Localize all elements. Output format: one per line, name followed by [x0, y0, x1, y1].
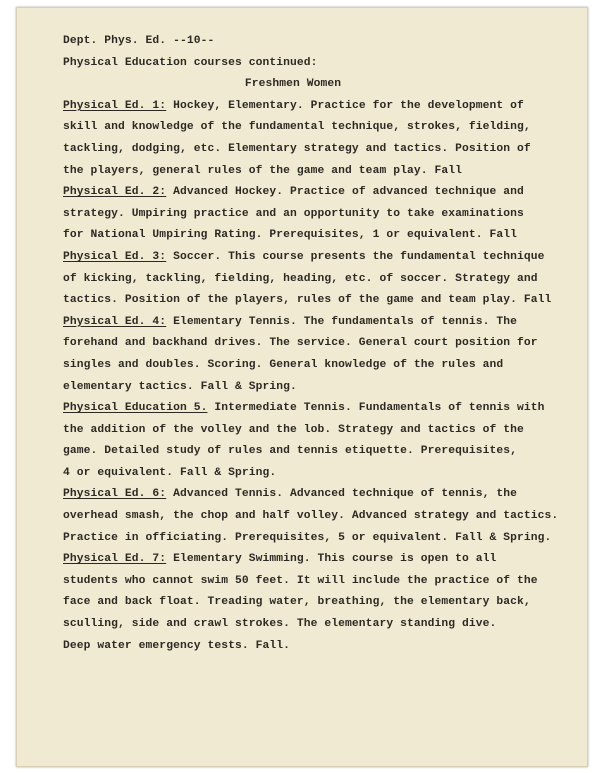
- course-text: students who cannot swim 50 feet. It will include the practice of the: [63, 574, 538, 587]
- course-3-line-1: [63, 247, 583, 269]
- course-text: 4 or equivalent. Fall & Spring.: [63, 466, 277, 479]
- course-text: singles and doubles. Scoring. General knowledge of the rules and: [63, 358, 504, 371]
- course-text: forehand and backhand drives. The service. General court position for: [63, 337, 538, 350]
- course-text: sculling, side and crawl strokes. The elementary standing dive.: [63, 618, 497, 631]
- course-text: Elementary Swimming. This course is open to all: [166, 553, 497, 566]
- course-6-line-1: [63, 484, 583, 506]
- course-text: Advanced Hockey. Practice of advanced technique and: [166, 186, 524, 199]
- course-text: overhead smash, the chop and half volley. Advanced strategy and tactics.: [63, 510, 559, 523]
- course-text: strategy. Umpiring practice and an opportunity to take examinations: [63, 207, 524, 220]
- course-text: tactics. Position of the players, rules of the game and team play. Fall: [63, 294, 552, 307]
- course-text: for National Umpiring Rating. Prerequisites, 1 or equivalent. Fall: [63, 229, 518, 242]
- course-heading: Physical Ed. 3:: [63, 250, 167, 263]
- course-text: tackling, dodging, etc. Elementary strategy and tactics. Position of: [63, 142, 531, 155]
- continued-line: Physical Education courses continued:: [63, 56, 318, 69]
- course-heading: Physical Ed. 7:: [63, 553, 167, 566]
- course-text: Hockey, Elementary. Practice for the development of: [166, 99, 524, 112]
- course-text: skill and knowledge of the fundamental technique, strokes, fielding,: [63, 121, 531, 134]
- section-title: Freshmen Women: [244, 78, 342, 91]
- course-text: Deep water emergency tests. Fall.: [63, 639, 291, 652]
- dept-line: Dept. Phys. Ed. --10--: [63, 35, 215, 47]
- course-text: game. Detailed study of rules and tennis etiquette. Prerequisites,: [63, 445, 518, 458]
- course-4-line-1: [63, 312, 583, 334]
- course-1-line-1: [63, 96, 583, 118]
- course-text: the players, general rules of the game and team play. Fall: [63, 164, 462, 177]
- course-heading: Physical Ed. 4:: [63, 315, 167, 328]
- course-text: the addition of the volley and the lob. Strategy and tactics of the: [63, 423, 524, 436]
- course-text: Intermediate Tennis. Fundamentals of tennis with: [207, 402, 545, 415]
- course-text: face and back float. Treading water, breathing, the elementary back,: [63, 596, 531, 609]
- course-text: Advanced Tennis. Advanced technique of tennis, the: [166, 488, 518, 501]
- course-heading: Physical Ed. 2:: [63, 186, 167, 199]
- course-text: Elementary Tennis. The fundamentals of tennis. The: [166, 315, 518, 328]
- course-text: of kicking, tackling, fielding, heading, etc. of soccer. Strategy and: [63, 272, 538, 285]
- course-heading: Physical Ed. 1:: [63, 99, 167, 112]
- typed-text: [63, 31, 583, 657]
- course-2-line-1: [63, 182, 583, 204]
- course-text: Soccer. This course presents the fundamental technique: [166, 250, 545, 263]
- course-text: Practice in officiating. Prerequisites, 5 or equivalent. Fall & Spring.: [63, 531, 552, 544]
- course-5-line-1: [63, 398, 583, 420]
- course-heading: Physical Ed. 6:: [63, 488, 167, 501]
- course-heading: Physical Education 5.: [63, 402, 208, 415]
- course-7-line-1: [63, 549, 583, 571]
- course-text: elementary tactics. Fall & Spring.: [63, 380, 297, 393]
